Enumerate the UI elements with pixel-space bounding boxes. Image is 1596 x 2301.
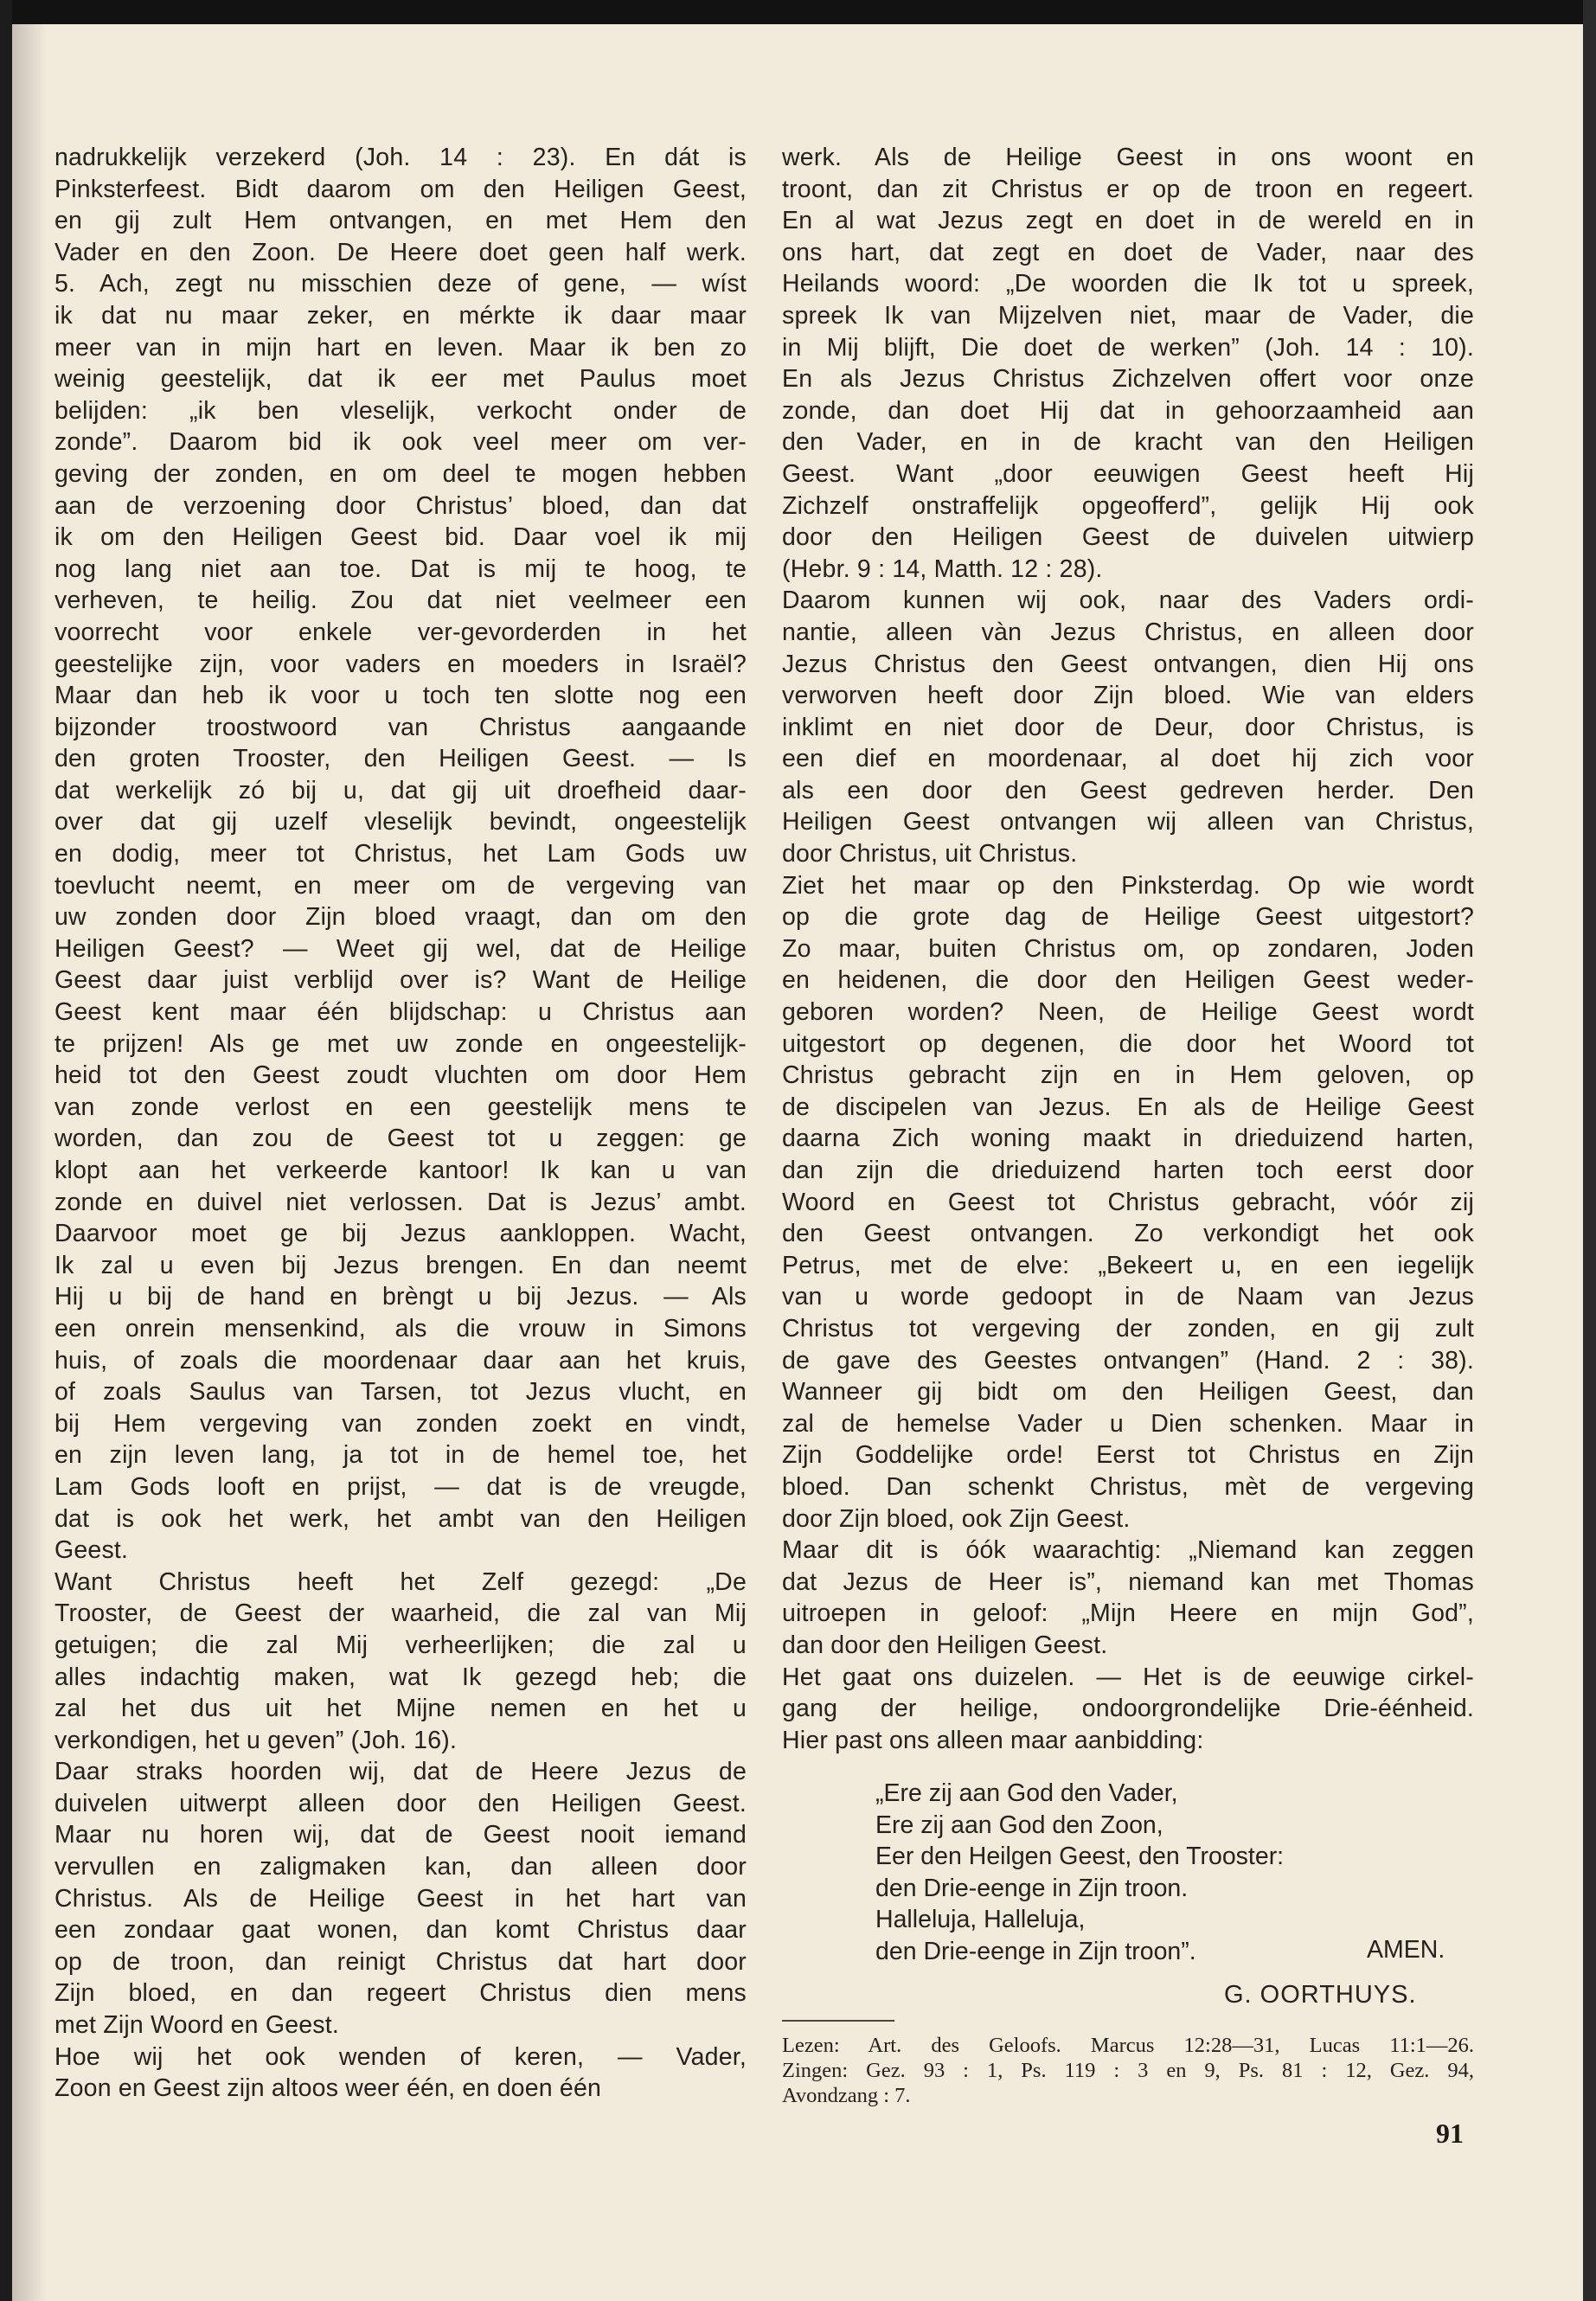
text-line: een onrein mensenkind, als die vrouw in Simons	[54, 1314, 747, 1343]
text-line: bijzonder troostwoord van Christus aangaande	[54, 713, 747, 741]
text-line: nantie, alleen vàn Jezus Christus, en alleen door	[782, 618, 1474, 646]
text-line: 5. Ach, zegt nu misschien deze of gene, — wíst	[54, 270, 747, 298]
text-line: Heiligen Geest? — Weet gij wel, dat de Heilige	[54, 934, 747, 963]
text-line: Geest kent maar één blijdschap: u Christus aan	[54, 998, 747, 1027]
text-line: Pinksterfeest. Bidt daarom om den Heiligen Geest,	[54, 175, 747, 203]
text-line: door Christus, uit Christus.	[782, 840, 1078, 868]
text-line: klopt aan het verkeerde kantoor! Ik kan u van	[54, 1157, 747, 1184]
text-line: weinig geestelijk, dat ik eer met Paulus moet	[54, 365, 747, 394]
text-line: Daarvoor moet ge bij Jezus aankloppen. Wacht,	[54, 1220, 747, 1248]
text-line: Hij u bij de hand en brèngt u bij Jezus. — Als	[54, 1283, 747, 1311]
text-line: Jezus Christus den Geest ontvangen, dien Hij ons	[782, 650, 1474, 678]
reference-line: Lezen: Art. des Geloofs. Marcus 12:28—31, Lucas 11:1—26.	[782, 2034, 1474, 2057]
text-line: Hier past ons alleen maar aanbidding:	[782, 1726, 1204, 1754]
text-line: zonde, dan doet Hij dat in gehoorzaamheid aan	[782, 396, 1474, 425]
text-line: inklimt en niet door de Deur, door Christus, is	[782, 713, 1474, 741]
text-line: Maar dit is óók waarachtig: „Niemand kan zeggen	[782, 1536, 1474, 1565]
text-line: in Mij blijft, Die doet de werken” (Joh. 14 : 10).	[782, 333, 1474, 362]
text-line: Zijn bloed, en dan regeert Christus dien mens	[54, 1979, 747, 2008]
text-line: en heidenen, die door den Heiligen Geest weder-	[782, 966, 1474, 995]
text-line: op de troon, dan reinigt Christus dat hart door	[54, 1947, 747, 1976]
text-line: den Geest ontvangen. Zo verkondigt het ook	[782, 1220, 1474, 1248]
hymn-line: „Ere zij aan God den Vader,	[875, 1779, 1178, 1807]
scan-border-left	[0, 0, 12, 2301]
text-line: belijden: „ik ben vleselijk, verkocht onder de	[54, 396, 747, 425]
text-line: uitroepen in geloof: „Mijn Heere en mijn God”,	[782, 1599, 1474, 1628]
text-line: Geest. Want „door eeuwigen Geest heeft Hij	[782, 459, 1474, 488]
text-line: geboren worden? Neen, de Heilige Geest wordt	[782, 998, 1474, 1027]
text-line: Wanneer gij bidt om den Heiligen Geest, dan	[782, 1378, 1474, 1407]
text-line: door den Heiligen Geest de duivelen uitwierp	[782, 523, 1474, 552]
text-line: uitgestort op degenen, die door het Woord tot	[782, 1029, 1474, 1058]
text-line: verkondigen, het u geven” (Joh. 16).	[54, 1726, 458, 1754]
text-line: Maar nu horen wij, dat de Geest nooit iemand	[54, 1821, 747, 1849]
text-line: geving der zonden, en om deel te mogen hebben	[54, 459, 747, 488]
text-line: verworven heeft door Zijn bloed. Wie van elders	[782, 682, 1474, 710]
scan-border-top	[0, 0, 1596, 24]
text-line: Geest.	[54, 1536, 129, 1565]
text-line: de gave des Geestes ontvangen” (Hand. 2 : 38).	[782, 1346, 1474, 1375]
reference-line: Avondzang : 7.	[782, 2084, 911, 2107]
text-line: gang der heilige, ondoorgrondelijke Drie-éénheid.	[782, 1695, 1474, 1723]
hymn-line: Ere zij aan God den Zoon,	[875, 1811, 1163, 1839]
text-line: Zoon en Geest zijn altoos weer één, en doen één	[54, 2074, 602, 2103]
text-line: als een door den Geest gedreven herder. Den	[782, 776, 1474, 804]
right-text-column	[782, 142, 1474, 1756]
text-line: Vader en den Zoon. De Heere doet geen half werk.	[54, 238, 747, 266]
text-line: Want Christus heeft het Zelf gezegd: „De	[54, 1567, 747, 1596]
text-line: Ik zal u even bij Jezus brengen. En dan neemt	[54, 1251, 747, 1279]
left-text-column	[54, 142, 747, 2105]
text-line: van u worde gedoopt in de Naam van Jezus	[782, 1283, 1474, 1311]
text-line: En al wat Jezus zegt en doet in de wereld en in	[782, 207, 1474, 235]
text-line: Daar straks hoorden wij, dat de Heere Jezus de	[54, 1758, 747, 1786]
text-line: worden, dan zou de Geest tot u zeggen: ge	[54, 1125, 747, 1153]
hymn-line: den Drie-eenge in Zijn troon”.	[875, 1937, 1196, 1965]
text-line: Het gaat ons duizelen. — Het is de eeuwige cirkel-	[782, 1663, 1474, 1691]
text-line: duivelen uitwerpt alleen door den Heiligen Geest.	[54, 1789, 747, 1817]
text-line: daarna Zich woning maakt in drieduizend harten,	[782, 1125, 1474, 1153]
reference-line: Zingen: Gez. 93 : 1, Ps. 119 : 3 en 9, Ps. 81 : 12, Gez. 94,	[782, 2059, 1474, 2082]
text-line: en gij zult Hem ontvangen, en met Hem den	[54, 207, 747, 235]
text-line: bij Hem vergeving van zonden zoekt en vindt,	[54, 1409, 747, 1438]
text-line: (Hebr. 9 : 14, Matth. 12 : 28).	[782, 554, 1103, 583]
text-line: alles indachtig maken, wat Ik gezegd heb; die	[54, 1663, 747, 1691]
text-line: dat Jezus de Heer is”, niemand kan met Thomas	[782, 1567, 1474, 1596]
text-line: Christus. Als de Heilige Geest in het hart van	[54, 1884, 747, 1913]
text-line: Zijn Goddelijke orde! Eerst tot Christus en Zijn	[782, 1441, 1474, 1470]
text-line: En als Jezus Christus Zichzelven offert voor onze	[782, 365, 1474, 394]
text-line: huis, of zoals die moordenaar daar aan het kruis,	[54, 1346, 747, 1375]
text-line: te prijzen! Als ge met uw zonde en ongeestelijk-	[54, 1029, 747, 1058]
text-line: heid tot den Geest zoudt vluchten om door Hem	[54, 1061, 747, 1090]
text-line: de discipelen van Jezus. En als de Heilige Geest	[782, 1093, 1474, 1121]
text-line: uw zonden door Zijn bloed vraagt, dan om den	[54, 903, 747, 932]
text-line: dat werkelijk zó bij u, dat gij uit droefheid daar-	[54, 776, 747, 804]
text-line: Geest daar juist verblijd over is? Want de Heilige	[54, 966, 747, 995]
text-line: werk. Als de Heilige Geest in ons woont en	[782, 144, 1474, 171]
text-line: een dief en moordenaar, al doet hij zich voor	[782, 745, 1474, 773]
text-line: Heilands woord: „De woorden die Ik tot u spreek,	[782, 270, 1474, 298]
text-line: troont, dan zit Christus er op de troon en regeert.	[782, 175, 1474, 203]
text-line: zal de hemelse Vader u Dien schenken. Maar in	[782, 1409, 1474, 1438]
text-line: vervullen en zaligmaken kan, dan alleen door	[54, 1853, 747, 1881]
author-signature: G. OORTHUYS.	[1224, 1981, 1417, 2009]
text-line: Zo maar, buiten Christus om, op zondaren, Joden	[782, 934, 1474, 963]
text-line: Petrus, met de elve: „Bekeert u, en een iegelijk	[782, 1251, 1474, 1279]
text-line: of zoals Saulus van Tarsen, tot Jezus vlucht, en	[54, 1378, 747, 1407]
text-line: ik dat nu maar zeker, en mérkte ik daar maar	[54, 301, 747, 330]
text-line: spreek Ik van Mijzelven niet, maar de Vader, die	[782, 301, 1474, 330]
text-line: nog lang niet aan toe. Dat is mij te hoog, te	[54, 554, 747, 583]
text-line: geestelijke zijn, voor vaders en moeders in Israël?	[54, 650, 747, 678]
text-line: ik om den Heiligen Geest bid. Daar voel ik mij	[54, 523, 747, 552]
text-line: dat is ook het werk, het ambt van den Heiligen	[54, 1504, 747, 1533]
text-line: toevlucht neemt, en meer om de vergeving van	[54, 871, 747, 900]
text-line: zonde en duivel niet verlossen. Dat is Jezus’ ambt.	[54, 1188, 747, 1216]
text-line: Christus gebracht zijn en in Hem geloven, op	[782, 1061, 1474, 1090]
text-line: voorrecht voor enkele ver-gevorderden in het	[54, 618, 747, 646]
text-line: dan door den Heiligen Geest.	[782, 1631, 1108, 1659]
text-line: over dat gij uzelf vleselijk bevindt, ongeestelijk	[54, 808, 747, 836]
text-line: Heiligen Geest ontvangen wij alleen van Christus,	[782, 808, 1474, 836]
binding-shadow	[12, 24, 47, 2301]
text-line: nadrukkelijk verzekerd (Joh. 14 : 23). En dát is	[54, 144, 747, 171]
amen-text: AMEN.	[1367, 1936, 1445, 1964]
text-line: Hoe wij het ook wenden of keren, — Vader,	[54, 2042, 747, 2071]
text-line: Lam Gods looft en prijst, — dat is de vreugde,	[54, 1472, 747, 1501]
text-line: Ziet het maar op den Pinksterdag. Op wie wordt	[782, 871, 1474, 900]
text-line: zal het dus uit het Mijne nemen en het u	[54, 1695, 747, 1723]
text-line: ons hart, dat zegt en doet de Vader, naar des	[782, 238, 1474, 266]
text-line: en zijn leven lang, ja tot in de hemel toe, het	[54, 1441, 747, 1470]
text-line: Maar dan heb ik voor u toch ten slotte nog een	[54, 682, 747, 710]
text-line: en dodig, meer tot Christus, het Lam Gods uw	[54, 840, 747, 868]
hymn-line: Halleluja, Halleluja,	[875, 1906, 1086, 1934]
text-line: bloed. Dan schenkt Christus, mèt de vergeving	[782, 1472, 1474, 1501]
scan-border-right	[1583, 0, 1596, 2301]
text-line: door Zijn bloed, ook Zijn Geest.	[782, 1504, 1131, 1533]
text-line: met Zijn Woord en Geest.	[54, 2011, 339, 2040]
text-line: meer van in mijn hart en leven. Maar ik ben zo	[54, 333, 747, 362]
text-line: Daarom kunnen wij ook, naar des Vaders ordi-	[782, 586, 1474, 615]
text-line: van zonde verlost en een geestelijk mens te	[54, 1093, 747, 1121]
hymn-line: den Drie-eenge in Zijn troon.	[875, 1874, 1189, 1902]
text-line: Woord en Geest tot Christus gebracht, vóór zij	[782, 1188, 1474, 1216]
text-line: Zichzelf onstraffelijk opgeofferd”, gelijk Hij ook	[782, 491, 1474, 520]
text-line: verheven, te heilig. Zou dat niet veelmeer een	[54, 586, 747, 615]
text-line: Christus tot vergeving der zonden, en gij zult	[782, 1314, 1474, 1343]
text-line: den groten Trooster, den Heiligen Geest. — Is	[54, 745, 747, 773]
text-line: een zondaar gaat wonen, dan komt Christus daar	[54, 1916, 747, 1945]
text-line: zonde”. Daarom bid ik ook veel meer om ver-	[54, 428, 747, 457]
hymn-line: Eer den Heilgen Geest, den Trooster:	[875, 1843, 1285, 1871]
text-line: aan de verzoening door Christus’ bloed, dan dat	[54, 491, 747, 520]
reading-references	[782, 2033, 1474, 2108]
text-line: Trooster, de Geest der waarheid, die zal van Mij	[54, 1599, 747, 1628]
page-number: 91	[1436, 2118, 1464, 2149]
text-line: op die grote dag de Heilige Geest uitgestort?	[782, 903, 1474, 932]
text-line: getuigen; die zal Mij verheerlijken; die zal u	[54, 1631, 747, 1659]
text-line: dan zijn die drieduizend harten toch eerst door	[782, 1157, 1474, 1184]
text-line: den Vader, en in de kracht van den Heiligen	[782, 428, 1474, 457]
footnote-rule	[782, 2020, 894, 2022]
